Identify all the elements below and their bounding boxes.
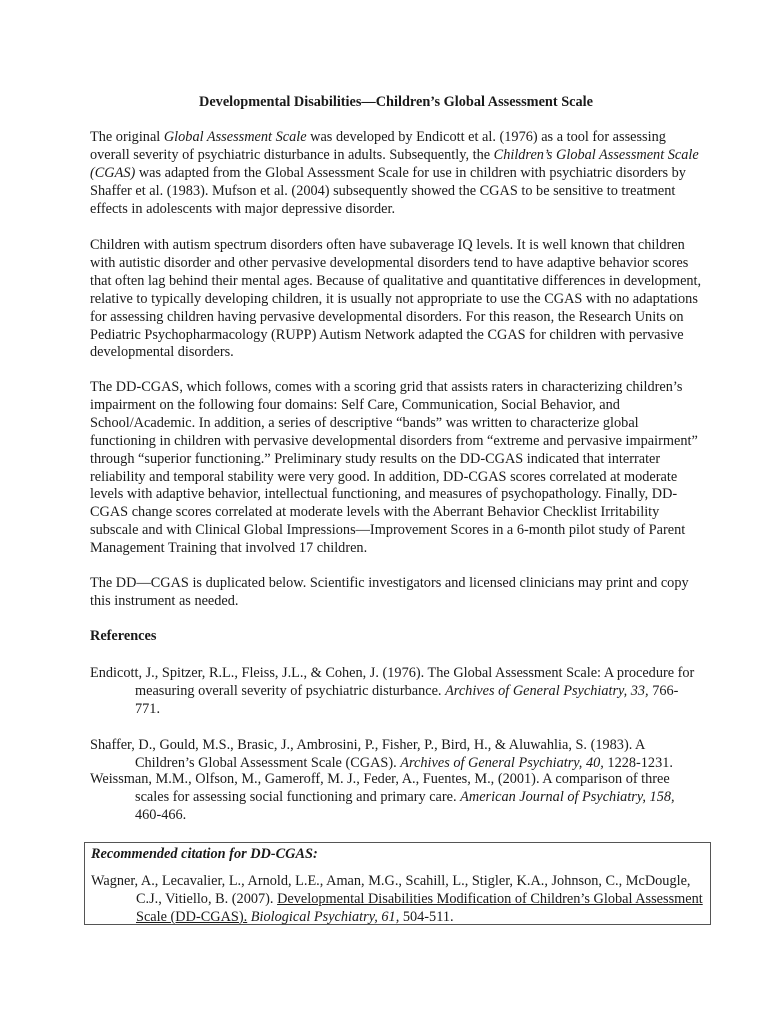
autism-paragraph: Children with autism spectrum disorders often have subaverage IQ levels. It is well known that children with autistic disorder and other pervasive developmental disorders tend to have adaptive behavior scores that often lag behind their mental ages. Because of qualitative and quantitative differences in development, relative to typically developing children, it is usually not appropriate to use the CGAS with no adaptations for assessing children having pervasive developmental disorders. For this reason, the Research Units on Pediatric Psychopharmacology (RUPP) Autism Network adapted the CGAS for children with pervasive developmental disorders. <box>90 237 702 361</box>
reference-endicott <box>90 665 702 719</box>
ref2-journal: Archives of General Psychiatry, 40, <box>400 754 604 771</box>
reference-shaffer <box>90 737 702 773</box>
p1-text-c: was developed by Endicott et al. (1976) as a tool for assessing overall severity of psychiatric disturbance in adults. Subsequently, the <box>90 129 666 163</box>
ref2-pages: 1228-1231. <box>603 754 673 771</box>
citation-pages: 504-511. <box>399 908 454 925</box>
ref2-text: Shaffer, D., Gould, M.S., Brasic, J., Ambrosini, P., Fisher, P., Bird, H., & Aluwahlia, S. (1983). A Children’s Global Assessment Scale (CGAS). <box>90 737 645 771</box>
citation-heading: Recommended citation for DD-CGAS: <box>91 846 318 862</box>
citation-title-link: Developmental Disabilities Modification of Children’s Global Assessment Scale (DD-CGAS). <box>136 890 703 925</box>
document-title: Developmental Disabilities—Children’s Global Assessment Scale <box>199 94 593 110</box>
citation-journal: Biological Psychiatry, 61, <box>250 908 400 925</box>
ref3-pages: 460-466. <box>135 806 187 823</box>
p1-text-a: The original <box>90 129 164 145</box>
dd-cgas-paragraph: The DD-CGAS, which follows, comes with a scoring grid that assists raters in characterizing children’s impairment on the following four domains: Self Care, Communication, Social Behavior, and School/Academic. In addition, a series of descriptive “bands” was written to characterize global functioning in children with pervasive developmental disorders from “extreme and pervasive impairment” through “superior functioning.” Preliminary study results on the DD-CGAS indicated that interrater reliability and temporal stability were very good. In addition, DD-CGAS scores correlated at moderate levels with adaptive behavior, intellectual functioning, and measures of psychopathology. Finally, DD-CGAS change scores correlated at moderate levels with the Aberrant Behavior Checklist Irritability subscale and with Clinical Global Impressions—Improvement Scores in a 6-month pilot study of Parent Management Training that involved 17 children. <box>90 379 698 557</box>
p1-italic-cgas: Children’s Global Assessment Scale (CGAS) <box>90 146 699 181</box>
ref1-text: Endicott, J., Spitzer, R.L., Fleiss, J.L., & Cohen, J. (1976). The Global Assessment Scale: A procedure for measuring overall severity of psychiatric disturbance. <box>90 665 695 699</box>
ref1-journal: Archives of General Psychiatry, 33, <box>445 682 649 699</box>
p1-text-e: was adapted from the Global Assessment Scale for use in children with psychiatric disorders by Shaffer et al. (1983). Mufson et al. (2004) subsequently showed the CGAS to be sensitive to treatment effects in adolescents with major depressive disorder. <box>90 164 686 217</box>
citation-authors: Wagner, A., Lecavalier, L., Arnold, L.E., Aman, M.G., Scahill, L., Stigler, K.A., Johnson, C., McDougle, C.J., Vitiello, B. (2007). <box>91 873 691 907</box>
recommended-citation-box <box>84 842 711 925</box>
intro-paragraph <box>90 129 702 219</box>
ref3-text: Weissman, M.M., Olfson, M., Gameroff, M. J., Feder, A., Fuentes, M., (2001). A comparison of three scales for assessing social functioning and primary care. <box>90 771 670 805</box>
ref3-journal: American Journal of Psychiatry, 158, <box>460 788 675 805</box>
reference-weissman <box>90 771 702 825</box>
references-heading: References <box>90 628 157 644</box>
duplication-paragraph: The DD—CGAS is duplicated below. Scientific investigators and licensed clinicians may print and copy this instrument as needed. <box>90 575 689 609</box>
ref1-pages: 766-771. <box>135 682 679 717</box>
p1-italic-gas: Global Assessment Scale <box>163 129 307 145</box>
citation-reference <box>91 873 703 927</box>
